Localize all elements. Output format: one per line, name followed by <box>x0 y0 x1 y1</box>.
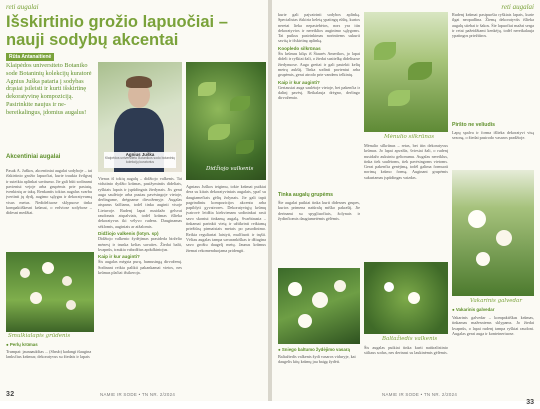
body-text-col1: Pasak A. Juškos, akcentiniai augalai sodyboje – tai išskirtinio grožio lapuočiai, kurie traukia žvilgsnį ir suteikia aplinkai savitumo. Jie gali būti sodinami pavieniui vejoje arba grupėmis prie pastatų, tvenkinių ar takų. Renkantis tokius augalus svarbu įvertinti jų dydį, augimo sąlygas ir dekoratyvumą visus metus. Nedideliuose sklypuose tinka kompaktiškesni krūmai, o erdviose sodybose – didesni medžiai. <box>6 168 92 216</box>
right-col2-text-b: Šis augalas puikiai tinka kurti natūralistinio stiliaus sodus, nes derinasi su laukinėmis gėlėmis. <box>364 345 448 356</box>
right-col2-text: Mėnulio silkrūnas – retas, bet itin dekoratyvus krūmas. Jo lapai apvalūs, šviesiai žali, o rudenį nusidažo auksiniu geltonumu. Augalas nereiklus, tinka tiek saulėtoms, tiek pavėsingoms vietoms. Gerai pakenčia genėjimą, todėl galima formuoti norimą krūmo formą. Auginant grupėmis sukuriamas įspūdingas vaizdas. <box>364 143 448 180</box>
photo-caption-top: Mėnulio silkrūnas <box>384 134 435 140</box>
title-line-1: Išskirtinio grožio lapuočiai – <box>6 13 228 31</box>
photo-caption-right: Vakarinis galvedar <box>470 298 522 304</box>
page-num-right-text: 33 <box>526 399 534 406</box>
right-col3-text-b: Lapų spalva ir forma išlieka dekoratyvi visą sezoną, o žiedai pasirodo vasaros pradžioje. <box>452 130 534 141</box>
photo-caption-col2: Didžiojo valkenis <box>206 166 254 172</box>
footer-left: NAMIE IR SODE • TN NR. 2/2024 <box>100 392 176 397</box>
page-number-left <box>6 391 14 398</box>
caption-text-a: Trumpai: jaunaaukštas ... (Shrub) kadangi išaugina lanksčius krūmus; dekoratyvus su žiedais ir lapais <box>6 349 92 360</box>
rubric-right: reti augalai <box>501 3 534 11</box>
caption-snieg-desc: Baltažiedis valkenis žydi vasaros viduryje, kai daugelis kitų krūmų jau baigę žydėti. <box>278 354 356 365</box>
body-text-col2: Vienas iš tokių augalų – didžiojo valkenis. Tai vidutinio dydžio krūmas, pasižymintis dideliais, ryškiais lapais ir įspūdingais žiedynais. Jis gerai auga saulėtoje arba pusiau pavėsingoje vietoje, derlingame, drėgname dirvožemyje. Augalas atsparus šalčiams, todėl tinka auginti visoje Lietuvoje. Rudenį lapai nusidažo gelsvai raudonais atspalviais, todėl krūmas išlieka dekoratyvus iki vėlyvo rudens. Dauginamas sėklomis, auginiais ar atžalomis. Didžiojo valkenis (lotyn. sp) Didžiojo valkenio žydėjimas prasideda birželio mėnesį ir trunka kelias savaites. Žiedai balti, kvapnūs, traukia vabzdžius apdulkintojus. Kaip ir kur auginti? Šis augalas mėgsta purų, humusingą dirvožemį. Sodinant reikia palikti pakankamai vietos, nes krūmas plačiai išsikeroja. <box>98 176 182 276</box>
title-line-2: nauji sodybų akcentai <box>6 31 179 49</box>
page-number-right <box>526 391 534 409</box>
right-col3-text-c: Vakarinis galvedar – kompaktiškas krūmas, tinkamas mažesniems sklypams. Jo žiedai kvapnūs, o lapai rudenį tampa ryškiai raudoni. Augalas gerai auga ir konteineriuose. <box>452 315 534 336</box>
subhead-koopledo: Koopledo silkrūnas <box>278 45 321 51</box>
left-page <box>0 0 268 401</box>
subhead-kaip-auginti: Kaip ir kur auginti? <box>98 254 140 260</box>
hair-shape <box>126 76 152 88</box>
right-col3-text: Rudenį krūmai pasipuošia ryškiais lapais, kurie ilgai neopadlina. Žiemą dekoratyvūs išlieka augalų stiebai ir šakos. Šie lapuočiai mažai serga ir retai pažeidžiami kenkėjų, todėl nereikalauja ypatingos priežiūros. <box>452 12 534 39</box>
flower-photo-2 <box>278 268 360 344</box>
subhead-didz: Didžiojo valkenis (lotyn. sp) <box>98 230 159 236</box>
caption-title-a-text: Perlų krūmas <box>9 342 38 347</box>
article-title <box>6 13 268 49</box>
subhead-pirsto: Piršto ne veliudis <box>452 122 495 128</box>
lead-paragraph: Klaipėdos universiteto Botaniko sode Botaninių kolekcijų kuratorė Agnius Juška pataria į sodybas drąsiai įsileisti ir kurti išskirtinę dekoratyvinę kompoziciją. Pasirinkite naujus ir ne-bereikalingus, įdomius augalus! <box>6 62 92 116</box>
quote-name: Agnius Juška <box>125 152 155 157</box>
flower-photo-1 <box>6 252 94 332</box>
photo-caption-1: Smulkialapis grūdenis <box>8 333 71 339</box>
quote-label <box>104 152 176 168</box>
footer-right: NAMIE IR SODE • TN NR. 2/2024 <box>382 392 458 397</box>
section-heading: Akcentiniai augalai <box>6 154 61 160</box>
page-num-left-text: 32 <box>6 391 15 398</box>
caption-snieg: ● Sniego baltumo žydėjimo vasarą <box>278 347 350 352</box>
quote-role: Klaipėdos universiteto Botanikos sodo botaninių kolekcijų kuratorius <box>104 156 175 164</box>
photo-caption-mid: Baltažiedis valkenis <box>382 336 438 342</box>
subhead-tinka: Tinka augalų grupėms <box>278 192 333 198</box>
caption-title-a: ● Perlų krūmas <box>6 342 38 347</box>
shrub-photo-3 <box>364 262 448 334</box>
shrub-photo-1 <box>186 62 266 180</box>
flower-photo-3 <box>452 170 534 296</box>
caption-vakarinis-text: Vakarinis galvedar <box>455 307 495 312</box>
shrub-photo-2 <box>364 12 448 132</box>
rubric: reti augalai <box>6 3 39 11</box>
author-byline: Rūta Antanaitienė <box>6 53 54 61</box>
subhead-kaip: Kaip ir kur auginti? <box>278 79 320 85</box>
right-page <box>272 0 540 406</box>
caption-vakarinis: ● Vakarinis galvedar <box>452 307 495 312</box>
right-col1-text: kurie gali paįvairinti sodybos aplinką. Specialistas išskiria keletą ypatingų rūšių, kurios neretai lieka nepastebėtos, nors yra itin dekoratyvios ir nereiklios auginimo sąlygoms. Tai puikus pasirinkimas norintiems sukurti savitą ir išskirtinę aplinką. Koopledo silkrūnas Šis krūmas kilęs iš Šiaurės Amerikos, jo lapai dideli ir ryškiai žali, o žiedai susitelkę dideliuose žiedynuose. Auga greitai ir gali pasiekti kelių metrų aukštį. Tinka sodinti pavieniui arba grupėmis, gerai atrodo prie vandens telkinių. Kaip ir kur auginti? Geriausiai auga saulėtoje vietoje, bet pakenčia ir dalinį pavėsį. Reikalauja drėgno, derlingo dirvožemio. <box>278 12 360 101</box>
caption-snieg-text: Sniego baltumo žydėjimo vasarą <box>281 347 350 352</box>
portrait-photo <box>98 62 182 172</box>
right-col1-text-b: Šie augalai puikiai tinka kurti didesnes grupes, kurios primena natūralų miško pakraštį. Jie derinami su spygliuočiais, žolynais ir žydinčiomis daugiametėmis gėlėmis. <box>278 200 360 221</box>
body-text-col3: Agniaus Juškos teigimu, tokie krūmai puikiai dera su kitais dekoratyviniais augalais, ypač su daugiamečiais gėlių žolynais. Jie gali tapti pagrindiniu kompozicijos akcentu arba papildyti gyvatvores. Dekoratyviųjų krūmų įvairovė leidžia kiekvienam sodininkui rasti savo skoniui tinkamą augalą. Svarbiausia – tinkamai parinkti vietą ir užtikrinti reikiamą priežiūrą pirmaisiais metais po pasodinimo. Reikia reguliariai laistyti, mulčiuoti ir tręšti. Vėliau augalas tampa savarankiškas ir džiugina savo grožiu daugelį metų. Jaunus krūmus žiemai rekomenduojama pridengti. <box>186 184 266 253</box>
